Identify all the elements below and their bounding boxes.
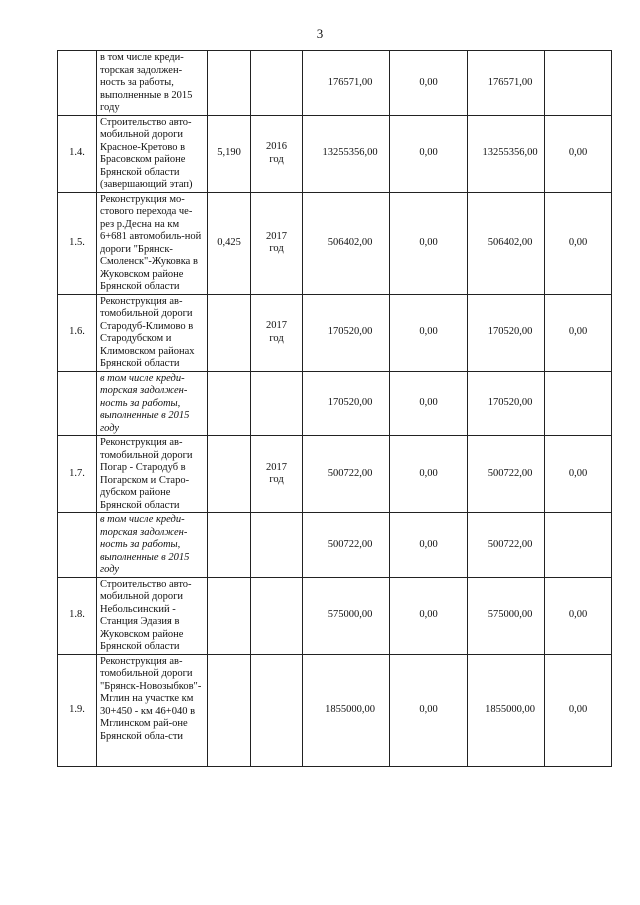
table-row	[58, 115, 612, 192]
object-name: в том числе креди-торская задолжен-ность за работы, выполненные в 2015 году	[97, 513, 208, 578]
year-unit: год	[269, 243, 284, 254]
total-amount: 500722,00	[303, 436, 390, 513]
object-name: Строительство авто-мобильной дороги Красное-Кретово в Брасовском районе Брянской области (завершающий этап)	[97, 115, 208, 192]
table-row	[58, 192, 612, 294]
object-name: в том числе креди-торская задолжен-ность за работы, выполненные в 2015 году	[97, 371, 208, 436]
row-index: 1.8.	[58, 577, 97, 654]
length-km	[208, 51, 251, 116]
other-amount	[545, 513, 612, 578]
regional-amount: 1855000,00	[468, 654, 545, 766]
regional-amount: 170520,00	[468, 294, 545, 371]
regional-amount: 575000,00	[468, 577, 545, 654]
length-km	[208, 436, 251, 513]
table-row	[58, 371, 612, 436]
total-amount: 500722,00	[303, 513, 390, 578]
federal-amount: 0,00	[390, 436, 468, 513]
completion-year	[251, 115, 303, 192]
year-unit: год	[269, 153, 284, 165]
federal-amount: 0,00	[390, 577, 468, 654]
regional-amount: 176571,00	[468, 51, 545, 116]
length-km	[208, 513, 251, 578]
year-value: 2016	[266, 141, 287, 152]
row-index: 1.4.	[58, 115, 97, 192]
other-amount: 0,00	[545, 192, 612, 294]
length-km	[208, 654, 251, 766]
federal-amount: 0,00	[390, 654, 468, 766]
length-km: 0,425	[208, 192, 251, 294]
table-row	[58, 654, 612, 766]
object-name: Реконструкция ав-томобильной дороги Погар - Стародуб в Погарском и Старо-дубском районе Брянской области	[97, 436, 208, 513]
other-amount: 0,00	[545, 577, 612, 654]
federal-amount: 0,00	[390, 192, 468, 294]
budget-table	[57, 50, 612, 767]
completion-year	[251, 371, 303, 436]
other-amount: 0,00	[545, 294, 612, 371]
year-unit: год	[269, 332, 284, 344]
table-row	[58, 513, 612, 578]
table-row	[58, 51, 612, 116]
year-value: 2017	[266, 461, 287, 473]
object-name: Реконструкция ав-томобильной дороги Стародуб-Климово в Стародубском и Климовском районах Брянской области	[97, 294, 208, 371]
table-row	[58, 294, 612, 371]
other-amount	[545, 51, 612, 116]
total-amount: 13255356,00	[303, 115, 390, 192]
length-km	[208, 294, 251, 371]
completion-year	[251, 192, 303, 294]
table-row	[58, 436, 612, 513]
total-amount: 506402,00	[303, 192, 390, 294]
length-km: 5,190	[208, 115, 251, 192]
federal-amount: 0,00	[390, 513, 468, 578]
table-row	[58, 577, 612, 654]
length-km	[208, 577, 251, 654]
year-value: 2017	[266, 320, 287, 331]
federal-amount: 0,00	[390, 51, 468, 116]
row-index: 1.6.	[58, 294, 97, 371]
regional-amount: 506402,00	[468, 192, 545, 294]
row-index: 1.9.	[58, 654, 97, 766]
other-amount: 0,00	[545, 115, 612, 192]
other-amount: 0,00	[545, 654, 612, 766]
length-km	[208, 371, 251, 436]
total-amount: 1855000,00	[303, 654, 390, 766]
total-amount: 176571,00	[303, 51, 390, 116]
other-amount: 0,00	[545, 436, 612, 513]
page-number: 3	[316, 26, 324, 41]
total-amount: 170520,00	[303, 294, 390, 371]
regional-amount: 500722,00	[468, 436, 545, 513]
row-index: 1.5.	[58, 192, 97, 294]
completion-year	[251, 294, 303, 371]
federal-amount: 0,00	[390, 371, 468, 436]
completion-year	[251, 436, 303, 513]
row-index	[58, 51, 97, 116]
completion-year	[251, 513, 303, 578]
total-amount: 575000,00	[303, 577, 390, 654]
row-index	[58, 513, 97, 578]
federal-amount: 0,00	[390, 115, 468, 192]
completion-year	[251, 577, 303, 654]
object-name: Строительство авто-мобильной дороги Небольсинский - Станция Эдазия в Жуковском районе Брянской области	[97, 577, 208, 654]
regional-amount: 500722,00	[468, 513, 545, 578]
row-index: 1.7.	[58, 436, 97, 513]
year-value: 2017	[266, 230, 287, 242]
object-name: Реконструкция ав-томобильной дороги "Брянск-Новозыбков"-Мглин на участке км 30+450 - км 46+040 в Мглинском рай-оне Брянской обла-сти	[97, 654, 208, 766]
federal-amount: 0,00	[390, 294, 468, 371]
year-unit: год	[269, 474, 284, 485]
total-amount: 170520,00	[303, 371, 390, 436]
regional-amount: 13255356,00	[468, 115, 545, 192]
completion-year	[251, 51, 303, 116]
completion-year	[251, 654, 303, 766]
object-name: в том числе креди-торская задолжен-ность за работы, выполненные в 2015 году	[97, 51, 208, 116]
object-name: Реконструкция мо-стового перехода че-рез р.Десна на км 6+681 автомобиль-ной дороги "Брянск-Смоленск"-Жуковка в Жуковском районе Брянской области	[97, 192, 208, 294]
row-index	[58, 371, 97, 436]
other-amount	[545, 371, 612, 436]
regional-amount: 170520,00	[468, 371, 545, 436]
